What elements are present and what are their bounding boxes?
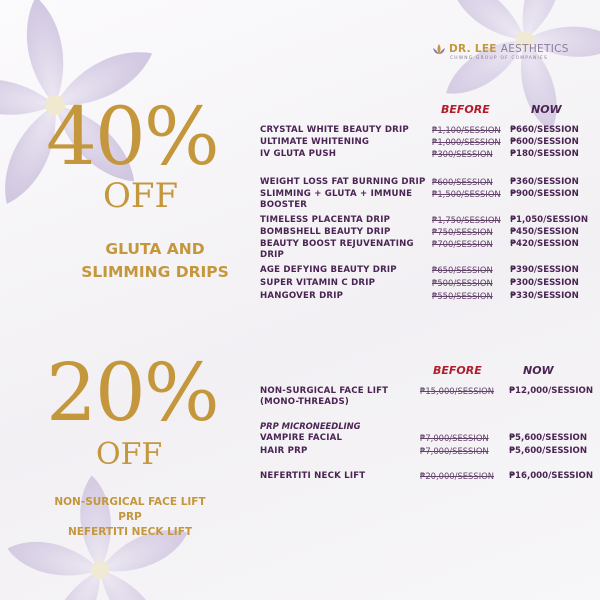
- service-name: PRP: [118, 511, 142, 523]
- section-title: [60, 238, 250, 284]
- discounted-price: ₱300/SESSION: [510, 278, 579, 288]
- original-price: ₱1,100/SESSION: [432, 125, 501, 135]
- original-price: ₱7,000/SESSION: [420, 433, 489, 443]
- section-title-line-2: SLIMMING DRIPS: [81, 263, 229, 281]
- brand-name-suffix: AESTHETICS: [500, 43, 569, 55]
- original-price: ₱1,750/SESSION: [432, 215, 501, 225]
- treatment-name: AGE DEFYING BEAUTY DRIP: [260, 265, 397, 275]
- off-label: OFF: [103, 176, 179, 216]
- treatment-name: WEIGHT LOSS FAT BURNING DRIP: [260, 177, 426, 187]
- discounted-price: ₱330/SESSION: [510, 291, 579, 301]
- treatment-name: IV GLUTA PUSH: [260, 149, 337, 159]
- brand-name-primary: DR. LEE: [449, 43, 497, 55]
- discounted-price: ₱420/SESSION: [510, 239, 579, 249]
- original-price: ₱1,500/SESSION: [432, 189, 501, 199]
- original-price: ₱1,000/SESSION: [432, 137, 501, 147]
- discounted-price: ₱660/SESSION: [510, 125, 579, 135]
- treatment-name: BOMBSHELL BEAUTY DRIP: [260, 227, 391, 237]
- treatment-name: HANGOVER DRIP: [260, 291, 344, 301]
- treatment-name: VAMPIRE FACIAL: [260, 433, 343, 443]
- off-label: OFF: [96, 437, 163, 472]
- discounted-price: ₱450/SESSION: [510, 227, 579, 237]
- discounted-price: ₱16,000/SESSION: [509, 471, 594, 481]
- discounted-price: ₱390/SESSION: [510, 265, 579, 275]
- treatment-name: BEAUTY BOOST REJUVENATING DRIP: [260, 239, 414, 260]
- treatment-name: NON-SURGICAL FACE LIFT (MONO-THREADS): [260, 386, 389, 407]
- original-price: ₱7,000/SESSION: [420, 446, 489, 456]
- discounted-price: ₱900/SESSION: [510, 189, 579, 199]
- column-header-before: BEFORE: [433, 364, 482, 377]
- lotus-icon: [432, 42, 446, 56]
- treatment-name: CRYSTAL WHITE BEAUTY DRIP: [260, 125, 409, 135]
- service-name: NEFERTITI NECK LIFT: [67, 526, 193, 538]
- original-price: ₱650/SESSION: [432, 265, 493, 275]
- discounted-price: ₱600/SESSION: [510, 137, 579, 147]
- original-price: ₱550/SESSION: [432, 291, 493, 301]
- treatment-name: SUPER VITAMIN C DRIP: [260, 278, 376, 288]
- discounted-price: ₱180/SESSION: [510, 149, 579, 159]
- original-price: ₱500/SESSION: [432, 278, 493, 288]
- service-name: NON-SURGICAL FACE LIFT: [54, 496, 206, 508]
- original-price: ₱750/SESSION: [432, 227, 493, 237]
- original-price: ₱20,000/SESSION: [420, 471, 495, 481]
- discount-percent-20: 20%: [46, 346, 218, 439]
- subheading-prp-microneedling: PRP MICRONEEDLING: [260, 421, 361, 431]
- original-price: ₱15,000/SESSION: [420, 386, 495, 396]
- original-price: ₱600/SESSION: [432, 177, 493, 187]
- treatment-name: NEFERTITI NECK LIFT: [260, 471, 366, 481]
- discounted-price: ₱12,000/SESSION: [509, 386, 594, 396]
- discounted-price: ₱1,050/SESSION: [510, 215, 589, 225]
- original-price: ₱300/SESSION: [432, 149, 493, 159]
- brand-name: [449, 43, 569, 55]
- brand-tagline: CHWNG GROUP OF COMPANIES: [450, 56, 548, 61]
- discounted-price: ₱360/SESSION: [510, 177, 579, 187]
- treatment-name: TIMELESS PLACENTA DRIP: [260, 215, 391, 225]
- discounted-price: ₱5,600/SESSION: [509, 433, 588, 443]
- treatment-name: SLIMMING + GLUTA + IMMUNE BOOSTER: [260, 189, 413, 210]
- services-list: [40, 495, 220, 540]
- treatment-name: HAIR PRP: [260, 446, 308, 456]
- column-header-now: NOW: [531, 103, 562, 116]
- section-title-line-1: GLUTA AND: [105, 240, 205, 258]
- original-price: ₱700/SESSION: [432, 239, 493, 249]
- discount-percent-40: 40%: [46, 90, 218, 183]
- treatment-name: ULTIMATE WHITENING: [260, 137, 370, 147]
- column-header-now: NOW: [523, 364, 554, 377]
- column-header-before: BEFORE: [441, 103, 490, 116]
- discounted-price: ₱5,600/SESSION: [509, 446, 588, 456]
